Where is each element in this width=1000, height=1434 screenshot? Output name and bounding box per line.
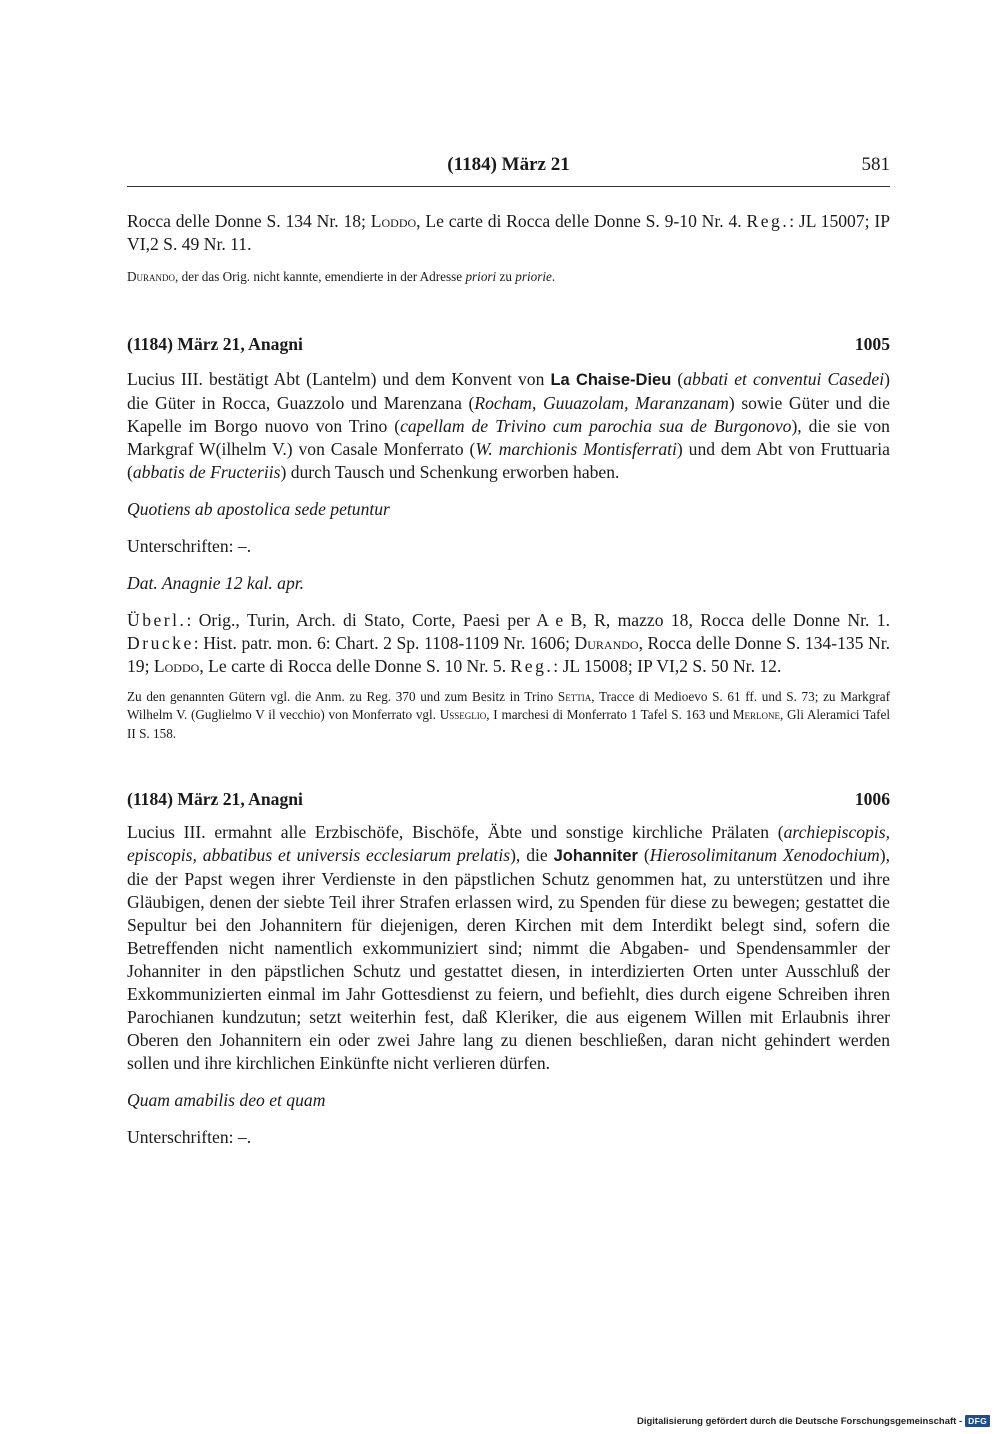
- entry-1005-tradition: Überl.: Orig., Turin, Arch. di Stato, Corte, Paesi per A e B, R, mazzo 18, Rocca delle Donne Nr. 1. Drucke: Hist. patr. mon. 6: Chart. 2 Sp. 1108-1109 Nr. 1606; Durando, Rocca delle Donne S. 134-135 Nr. 19; Loddo, Le carte di Rocca delle Donne S. 10 Nr. 5. Reg.: JL 15008; IP VI,2 S. 50 Nr. 12.: [127, 609, 890, 676]
- entry-1006-incipit: Quam amabilis deo et quam: [127, 1090, 326, 1110]
- entry-1005-note: Zu den genannten Gütern vgl. die Anm. zu Reg. 370 und zum Besitz in Trino Settia, Tracce di Medioevo S. 61 ff. und S. 73; zu Markgraf Wilhelm V. (Guglielmo V il vecchio) von Monferrato vgl. Usseglio, I marchesi di Monferrato 1 Tafel S. 163 und Merlone, Gli Aleramici Tafel II S. 158.: [127, 688, 890, 741]
- entry-1006-regest: Lucius III. ermahnt alle Erzbischöfe, Bischöfe, Äbte und sonstige kirchliche Prälaten (archiepiscopis, episcopis, abbatibus et universis ecclesiarum prelatis), die Johanniter (Hierosolimitanum Xenodochium), die der Papst wegen ihrer Verdienste in den päpstlichen Schutz genommen hat, zu unterstützen und ihre Gläubigen, denen der siebte Teil ihrer Strafen erlassen wird, zu Spenden für diese zu bewegen; gestattet die Sepultur bei den Johannitern für diejenigen, deren Kirchen mit dem Interdikt belegt sind, sofern die Betreffenden nicht namentlich exkommuniziert sind; nimmt die Abgaben- und Spendensammler der Johanniter in den päpstlichen Schutz und gestattet diesen, in interdizierten Orten unter Ausschluß der Exkommunizierten einmal im Jahr Gottesdienst zu feiern, und befiehlt, dies durch eigene Schreiben ihren Parochianen kundzutun; setzt weiterhin fest, daß Kleriker, die aus eigenem Willen mit Erlaubnis ihrer Oberen den Johannitern ein oder zwei Jahre lang zu dienen beschließen, daran nicht gehindert werden sollen und ihre kirchlichen Einkünfte nicht verlieren dürfen.: [127, 822, 890, 1073]
- dfg-footer: [637, 1415, 990, 1427]
- entry-1006-subscriptions: Unterschriften: –.: [127, 1127, 252, 1147]
- entry-1005-heading: [127, 334, 890, 358]
- entry-1005-dating: Dat. Anagnie 12 kal. apr.: [127, 572, 305, 593]
- entry-1005-number: 1005: [854, 333, 890, 354]
- entry-1005-incipit: Quotiens ab apostolica sede petuntur: [127, 498, 390, 519]
- footer-text: Digitalisierung gefördert durch die Deutsche Forschungsgemeinschaft -: [636, 1415, 963, 1427]
- prev-entry-tradition: Rocca delle Donne S. 134 Nr. 18; Loddo, Le carte di Rocca delle Donne S. 9-10 Nr. 4. Reg.: JL 15007; IP VI,2 S. 49 Nr. 11.: [127, 211, 890, 254]
- dfg-logo: DFG: [965, 1415, 990, 1427]
- running-head: [127, 150, 890, 182]
- entry-1005-regest: Lucius III. bestätigt Abt (Lantelm) und dem Konvent von La Chaise-Dieu (abbati et conventui Casedei) die Güter in Rocca, Guazzolo und Marenzana (Rocham, Guuazolam, Maranzanam) sowie Güter und die Kapelle im Borgo nuovo von Trino (capellam de Trivino cum parochia sua de Burgonovo), die sie von Markgraf W(ilhelm V.) von Casale Monferrato (W. marchionis Montisferrati) und dem Abt von Fruttuaria (abbatis de Fructeriis) durch Tausch und Schenkung erworben haben.: [127, 368, 890, 482]
- entry-1006-number: 1006: [854, 789, 890, 809]
- entry-1006-date: (1184) März 21, Anagni: [127, 789, 303, 809]
- entry-1005-date: (1184) März 21, Anagni: [127, 333, 303, 354]
- page: [127, 150, 890, 1149]
- header-rule: [127, 186, 890, 187]
- prev-entry-note: Durando, der das Orig. nicht kannte, emendierte in der Adresse priori zu priorie.: [127, 269, 556, 284]
- entry-1006-heading: [127, 789, 890, 813]
- running-head-title: (1184) März 21: [447, 154, 570, 175]
- entry-1005-subscriptions: Unterschriften: –.: [127, 535, 252, 556]
- page-number: 581: [861, 154, 890, 175]
